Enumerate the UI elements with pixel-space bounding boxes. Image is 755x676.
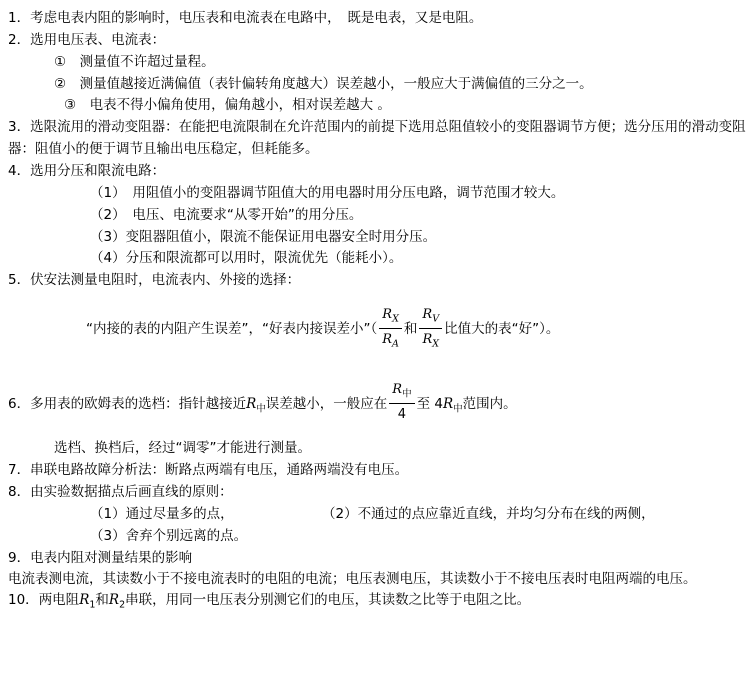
list-item-9-body: 电流表测电流，其读数小于不接电流表时的电阻的电流；电压表测电压，其读数小于不接电压表时电阻两端的电压。 (8, 571, 697, 588)
item-text: 选用分压和限流电路： (30, 163, 166, 180)
symbol-subscript: A (392, 338, 399, 350)
list-item-4-sub-3: （3）变阻器阻值小，限流不能保证用电器安全时用分压。 (90, 228, 437, 245)
symbol-subscript: 中 (453, 403, 463, 415)
list-item-6-note: 选档、换档后，经过“调零”才能进行测量。 (54, 440, 311, 457)
list-item-5 (8, 270, 747, 292)
list-item-4-sub-4: （4）分压和限流都可以用时，限流优先（能耗小）。 (90, 250, 403, 267)
symbol-subscript: V (432, 313, 440, 325)
list-item-3 (8, 117, 747, 161)
item-text: 考虑电表内阻的影响时，电压表和电流表在电路中， 既是电表，又是电阻。 (30, 10, 483, 26)
list-item-8-sub-3: （3）舍弃个别远离的点。 (90, 527, 248, 544)
symbol-r: R (392, 381, 403, 397)
list-item-2 (8, 30, 747, 52)
item-number: 10． (8, 591, 39, 608)
formula-conjunction: 和 (403, 320, 418, 337)
item-text: 伏安法测量电阻时，电流表内、外接的选择： (30, 272, 301, 289)
item-text: 串联电路故障分析法：断路点两端有电压，通路两端没有电压。 (30, 462, 409, 479)
item-number: 7． (8, 462, 31, 479)
spacer (8, 426, 747, 438)
symbol-subscript: X (432, 338, 440, 350)
list-item-8-sub-2: （2）不通过的点应靠近直线，并均匀分布在线的两侧， (322, 505, 655, 522)
symbol-r: R (79, 591, 90, 608)
symbol-r: R (382, 331, 393, 347)
list-item-2-sub-1: ① 测量值不许超过量程。 (54, 53, 215, 70)
symbol-r: R (422, 307, 433, 323)
item-text: 电表内阻对测量结果的影响 (30, 549, 193, 566)
list-item-2-sub-3: ③ 电表不得小偏角使用，偏角越小，相对误差越大 。 (64, 97, 391, 114)
symbol-subscript: X (392, 313, 399, 325)
item-number: 2． (8, 31, 31, 48)
item-number: 1． (8, 10, 31, 26)
item-text: 选限流用的滑动变阻器：在能把电流限制在允许范围内的前提下选用总阻值较小的变阻器调节方便；选分压用的滑动变阻器：阻值小的便于调节且输出电压稳定，但耗能多。 (8, 119, 746, 158)
fraction-rv-over-rx (419, 305, 442, 352)
list-item-7 (8, 460, 747, 482)
list-item-6 (8, 381, 747, 427)
item-text: 多用表的欧姆表的选档：指针越接近 (30, 395, 247, 412)
item-text-cont3: 范围内。 (462, 395, 517, 412)
list-item-4-sub-1: （1） 用阻值小的变阻器调节阻值大的用电器时用分压电路，调节范围才较大。 (90, 184, 565, 201)
list-item-8 (8, 482, 747, 504)
symbol-r: R (108, 591, 120, 608)
symbol-subscript: 1 (89, 599, 96, 611)
item-text-cont2: 至 4 (416, 395, 443, 412)
symbol-r: R (246, 395, 257, 412)
list-item-4-sub-2: （2） 电压、电流要求“从零开始”的用分压。 (90, 206, 363, 223)
symbol-subscript: 中 (256, 403, 266, 415)
fraction-rx-over-ra (379, 305, 402, 352)
item-number: 9． (8, 549, 31, 566)
formula-prefix: “内接的表的内阻产生误差”，“好表内接误差小”（ (86, 320, 378, 337)
symbol-r: R (422, 331, 433, 347)
conjunction: 和 (95, 591, 109, 608)
symbol-r: R (382, 307, 393, 323)
item-text: 两电阻 (38, 591, 80, 608)
list-item-8-subs (8, 504, 747, 526)
item-number: 5． (8, 272, 31, 289)
formula-suffix: 比值大的表“好”）。 (444, 320, 560, 337)
item-text-cont: 串联，用同一电压表分别测它们的电压，其读数之比等于电阻之比。 (125, 591, 531, 608)
list-item-9 (8, 548, 747, 570)
item-text: 选用电压表、电流表： (30, 31, 166, 48)
symbol-subscript: 中 (402, 388, 412, 400)
symbol-subscript: 2 (119, 599, 126, 611)
list-item-10 (8, 590, 747, 613)
list-item-4 (8, 161, 747, 183)
list-item-1 (8, 8, 747, 30)
item-number: 6． (8, 395, 31, 412)
denominator-4: 4 (397, 406, 407, 422)
symbol-r: R (442, 395, 454, 412)
formula-internal-external-connection (8, 306, 747, 353)
item-number: 8． (8, 484, 31, 501)
list-item-2-sub-2: ② 测量值越接近满偏值（表针偏转角度越大）误差越小，一般应大于满偏值的三分之一。 (54, 75, 593, 92)
item-text-cont: 误差越小，一般应在 (265, 395, 388, 412)
item-number: 3． (8, 119, 31, 136)
item-number: 4． (8, 163, 31, 180)
list-item-8-sub-1: （1）通过尽量多的点， (90, 505, 234, 522)
fraction-rzhong-over-4 (389, 380, 414, 426)
item-text: 由实验数据描点后画直线的原则： (30, 484, 233, 501)
